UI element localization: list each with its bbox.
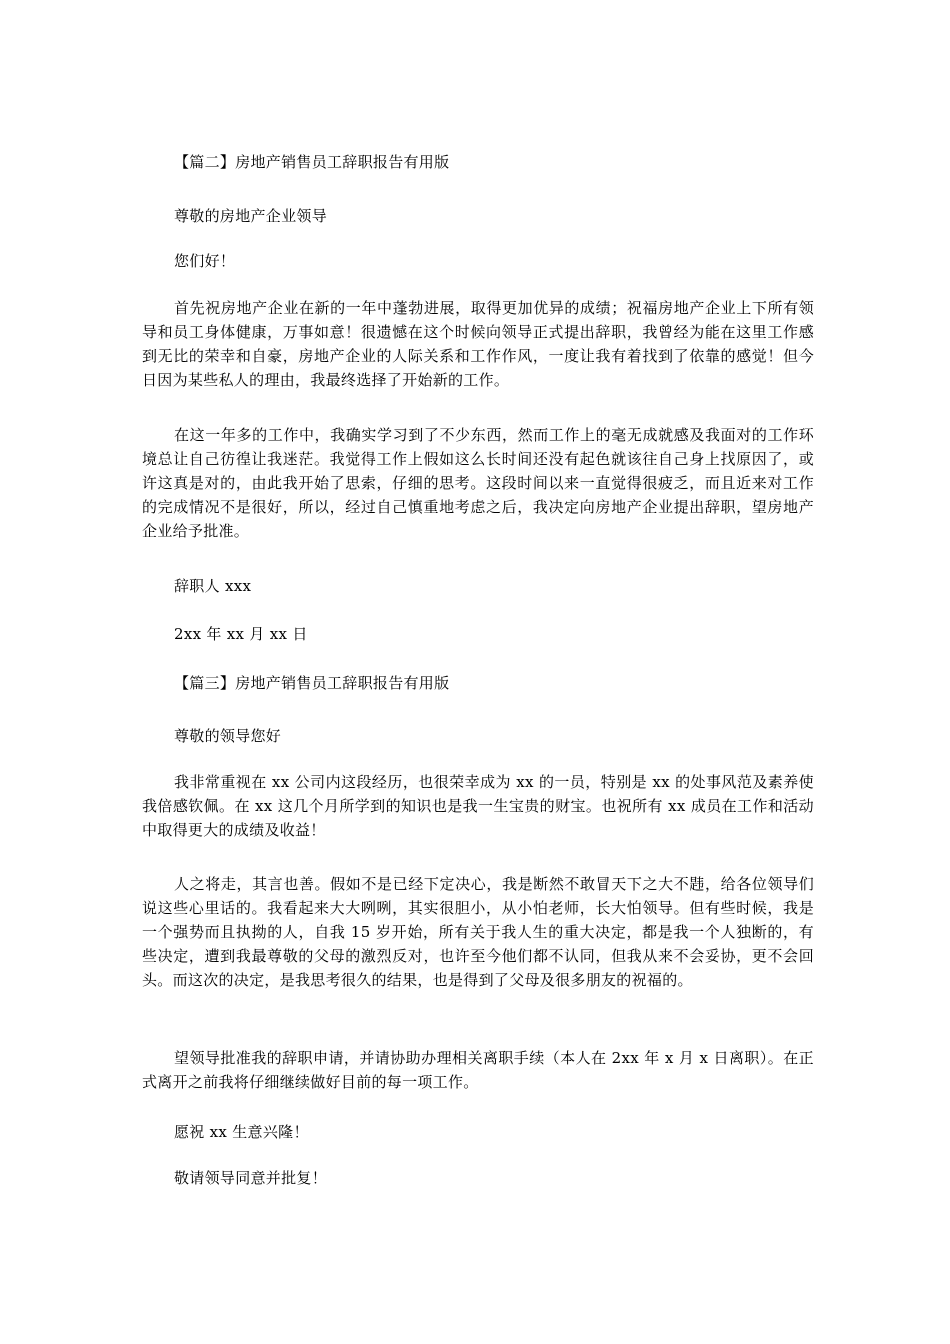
section3-paragraph-2: 人之将走，其言也善。假如不是已经下定决心，我是断然不敢冒天下之大不韪，给各位领导们说这些心里话的。我看起来大大咧咧，其实很胆小，从小怕老师，长大怕领导。但有些时候，我是一个强势而且执拗的人，自我 15 岁开始，所有关于我人生的重大决定，都是我一个人独断的，有些决定，遭到我最尊敬的父母的激烈反对，也许至今他们都不认同，但我从来不会妥协，更不会回头。而这次的决定，是我思考很久的结果，也是得到了父母及很多朋友的祝福的。 — [142, 875, 814, 989]
section2-greeting: 您们好！ — [174, 252, 236, 270]
section3-wish: 愿祝 xx 生意兴隆！ — [174, 1123, 309, 1141]
section2-paragraph-1: 首先祝房地产企业在新的一年中蓬勃进展，取得更加优异的成绩；祝福房地产企业上下所有领导和员工身体健康，万事如意！很遗憾在这个时候向领导正式提出辞职，我曾经为能在这里工作感到无比的荣幸和自豪，房地产企业的人际关系和工作作风，一度让我有着找到了依靠的感觉！但今日因为某些私人的理由，我最终选择了开始新的工作。 — [142, 299, 814, 389]
section3-paragraph-1: 我非常重视在 xx 公司内这段经历，也很荣幸成为 xx 的一员，特别是 xx 的处事风范及素养使我倍感钦佩。在 xx 这几个月所学到的知识也是我一生宝贵的财宝。也祝所有 xx 成员在工作和活动中取得更大的成绩及收益！ — [142, 773, 814, 839]
section2-heading: 【篇二】房地产销售员工辞职报告有用版 — [174, 153, 450, 171]
section2-salutation: 尊敬的房地产企业领导 — [174, 207, 328, 225]
section3-closing: 敬请领导同意并批复！ — [174, 1169, 328, 1187]
section3-paragraph-3: 望领导批准我的辞职申请，并请协助办理相关离职手续（本人在 2xx 年 x 月 x 日离职）。在正式离开之前我将仔细继续做好目前的每一项工作。 — [142, 1049, 814, 1091]
section2-paragraph-2: 在这一年多的工作中，我确实学习到了不少东西，然而工作上的毫无成就感及我面对的工作环境总让自己彷徨让我迷茫。我觉得工作上假如这么长时间还没有起色就该往自己身上找原因了，或许这真是对的，由此我开始了思索，仔细的思考。这段时间以来一直觉得很疲乏，而且近来对工作的完成情况不是很好，所以，经过自己慎重地考虑之后，我决定向房地产企业提出辞职，望房地产企业给予批准。 — [142, 426, 814, 540]
section2-signer: 辞职人 xxx — [174, 577, 252, 595]
section3-heading: 【篇三】房地产销售员工辞职报告有用版 — [174, 674, 450, 692]
section3-salutation: 尊敬的领导您好 — [174, 727, 282, 745]
section2-date: 2xx 年 xx 月 xx 日 — [174, 625, 308, 643]
